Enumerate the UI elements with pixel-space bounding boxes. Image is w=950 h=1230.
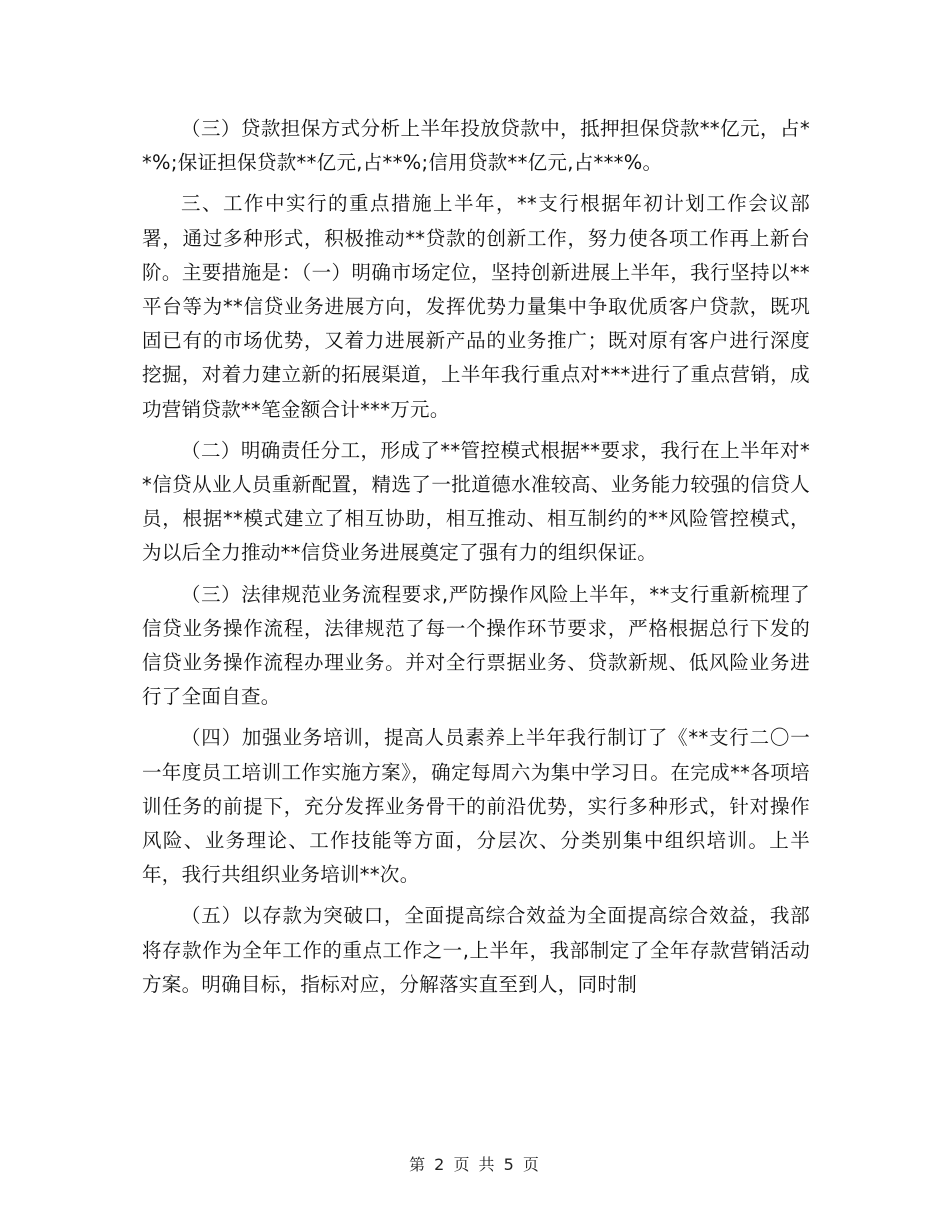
paragraph-process-standards: （三）法律规范业务流程要求,严防操作风险上半年，**支行重新梳理了信贷业务操作流程，法律规范了每一个操作环节要求，严格根据总行下发的信贷业务操作流程办理业务。并对全行票据业务、贷款新规、低风险业务进行了全面自查。 <box>142 582 810 709</box>
page-number-footer: 第 2 页 共 5 页 <box>409 1155 541 1174</box>
document-body <box>142 112 810 1009</box>
paragraph-key-measures: 三、工作中实行的重点措施上半年，**支行根据年初计划工作会议部署，通过多种形式，积极推动**贷款的创新工作，努力使各项工作再上新台阶。主要措施是：（一）明确市场定位，坚持创新进展上半年，我行坚持以**平台等为**信贷业务进展方向，发挥优势力量集中争取优质客户贷款，既巩固已有的市场优势，又着力进展新产品的业务推广；既对原有客户进行深度挖掘，对着力建立新的拓展渠道，上半年我行重点对***进行了重点营销，成功营销贷款**笔金额合计***万元。 <box>142 192 810 421</box>
paragraph-deposits: （五）以存款为突破口，全面提高综合效益为全面提高综合效益，我部将存款作为全年工作的重点工作之一,上半年，我部制定了全年存款营销活动方案。明确目标，指标对应，分解落实直至到人，同时制 <box>142 904 810 996</box>
paragraph-training: （四）加强业务培训，提高人员素养上半年我行制订了《**支行二〇一一年度员工培训工作实施方案》，确定每周六为集中学习日。在完成**各项培训任务的前提下，充分发挥业务骨干的前沿优势，实行多种形式，针对操作风险、业务理论、工作技能等方面，分层次、分类别集中组织培训。上半年，我行共组织业务培训**次。 <box>142 726 810 887</box>
paragraph-loan-guarantee: （三）贷款担保方式分析上半年投放贷款中，抵押担保贷款**亿元，占**%;保证担保贷款**亿元,占**%;信用贷款**亿元,占***%。 <box>142 117 810 175</box>
paragraph-responsibility: （二）明确责任分工，形成了**管控模式根据**要求，我行在上半年对**信贷从业人员重新配置，精选了一批道德水准较高、业务能力较强的信贷人员，根据**模式建立了相互协助，相互推动、相互制约的**风险管控模式，为以后全力推动**信贷业务进展奠定了强有力的组织保证。 <box>142 438 810 565</box>
